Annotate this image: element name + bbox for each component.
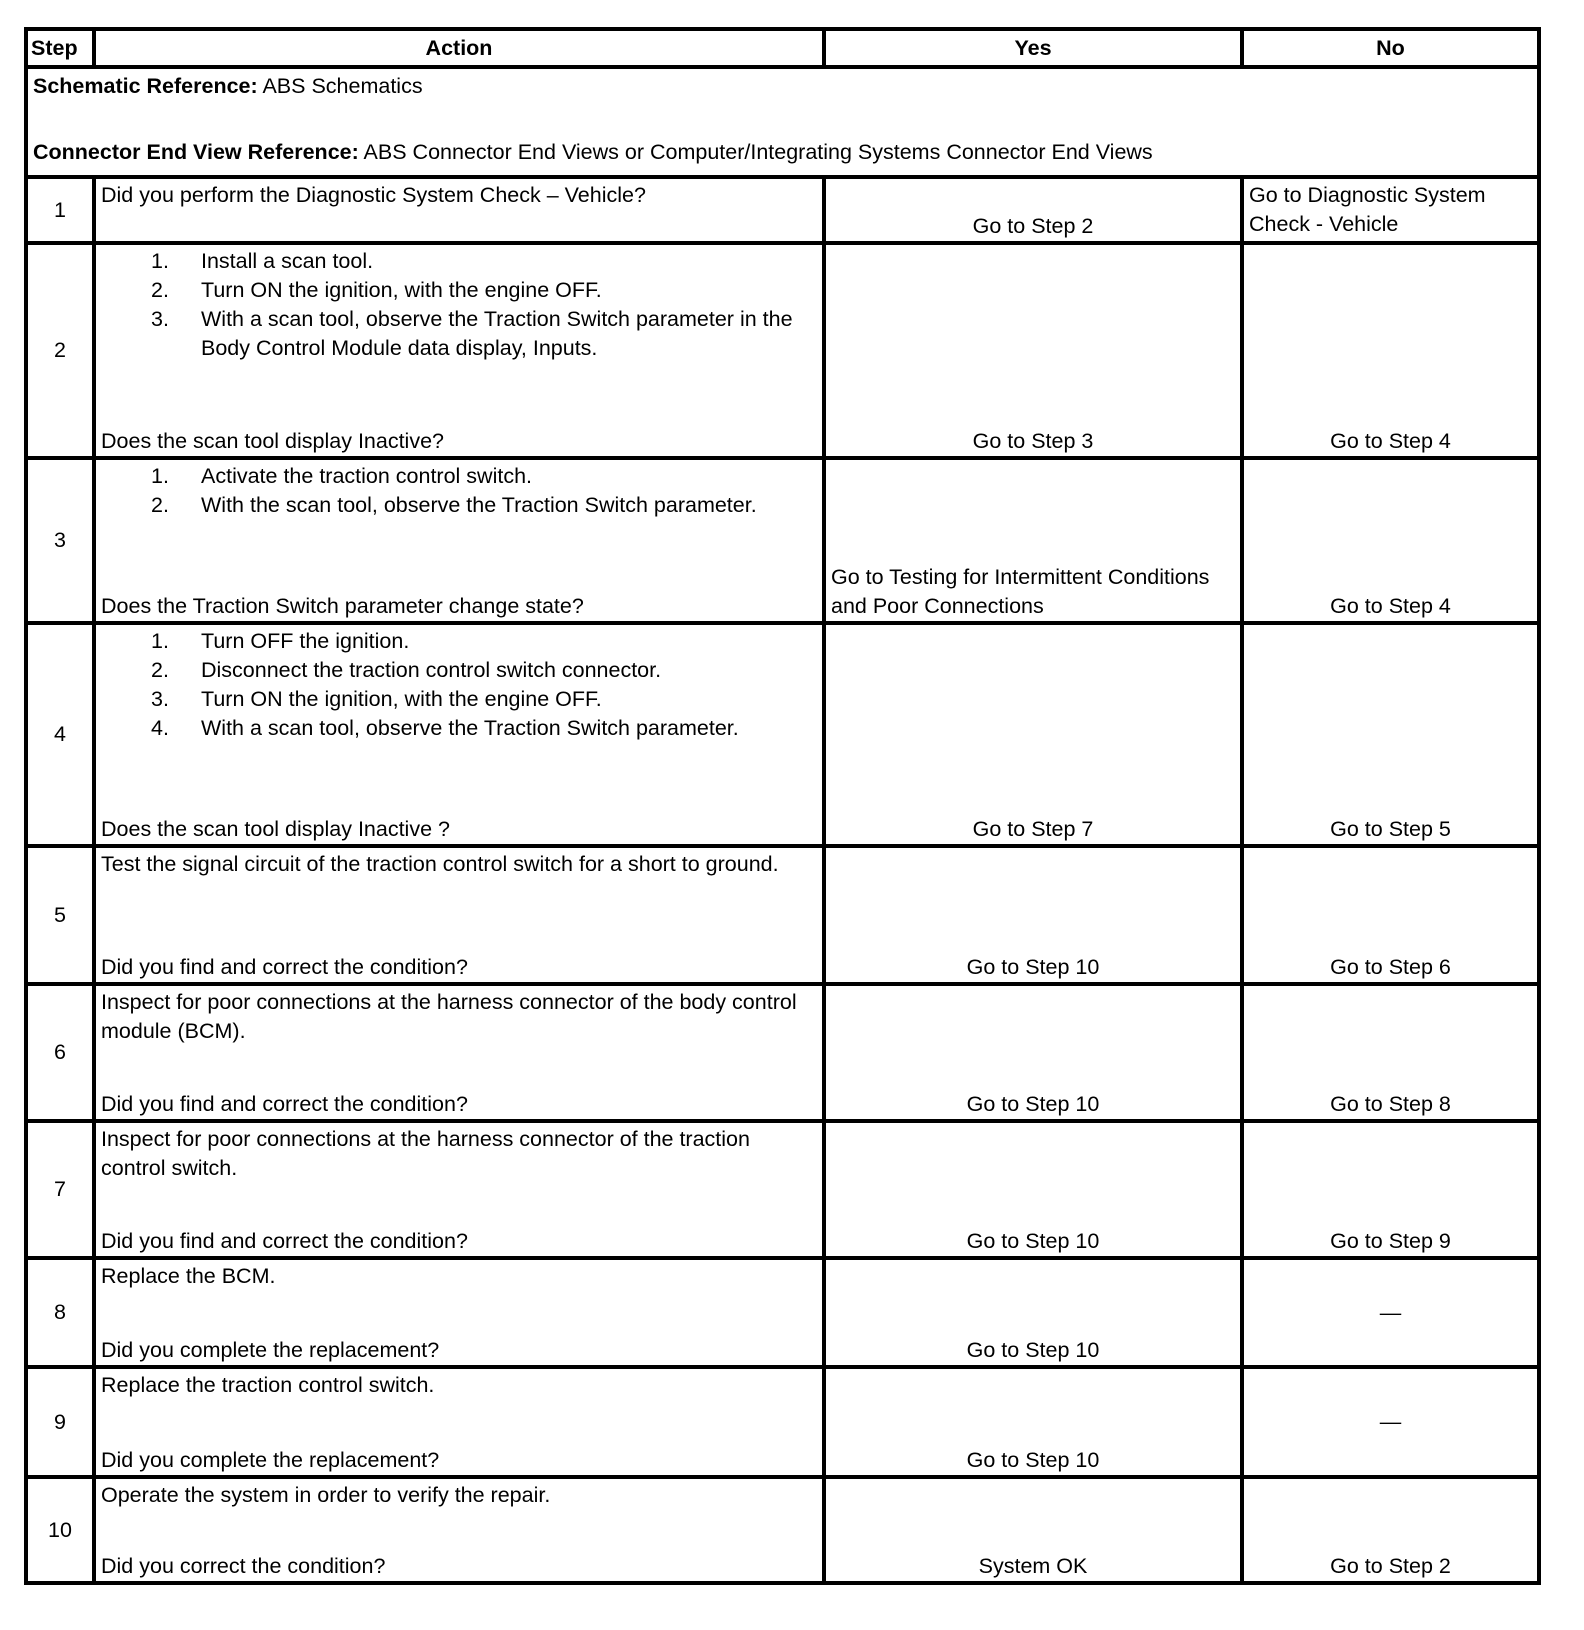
diagnostic-table (24, 27, 1541, 1585)
table-row (26, 846, 1539, 984)
yes-result[interactable]: Go to Step 2 (972, 214, 1094, 238)
action-step: 3. Turn ON the ignition, with the engine OFF. (151, 687, 602, 711)
yes-result[interactable]: Go to Step 10 (966, 1338, 1100, 1362)
action-step: 4. With a scan tool, observe the Traction Switch parameter. (151, 716, 739, 740)
action-steps (101, 462, 817, 520)
yes-result[interactable]: Go to Step 10 (966, 955, 1100, 979)
no-cell (1242, 623, 1539, 846)
step-number: 7 (26, 1121, 94, 1258)
action-cell (94, 458, 824, 623)
no-cell (1242, 1367, 1539, 1477)
schematic-reference: Schematic Reference: ABS Schematics (33, 74, 423, 98)
action-text: Replace the traction control switch. (101, 1373, 435, 1397)
no-cell (1242, 846, 1539, 984)
action-step: 3. With a scan tool, observe the Traction Switch parameter in the Body Control Module data display, Inputs. (151, 307, 793, 360)
yes-result[interactable]: Go to Step 10 (966, 1229, 1100, 1253)
action-cell (94, 1121, 824, 1258)
table-row (26, 1121, 1539, 1258)
no-cell (1242, 1258, 1539, 1367)
yes-cell (824, 1477, 1242, 1583)
yes-cell (824, 846, 1242, 984)
yes-result[interactable]: Go to Testing for Intermittent Conditions and Poor Connections (831, 565, 1210, 618)
table-row (26, 1258, 1539, 1367)
action-cell (94, 1367, 824, 1477)
table-row (26, 984, 1539, 1121)
step-number: 2 (26, 243, 94, 458)
no-result[interactable]: Go to Diagnostic System Check - Vehicle (1249, 183, 1486, 236)
header-step: Step (26, 29, 94, 67)
yes-cell (824, 1258, 1242, 1367)
action-text: Inspect for poor connections at the harness connector of the traction control switch. (101, 1127, 750, 1180)
step-number: 5 (26, 846, 94, 984)
step-number: 10 (26, 1477, 94, 1583)
action-step: 1. Turn OFF the ignition. (151, 629, 410, 653)
action-text: Operate the system in order to verify the repair. (101, 1483, 551, 1507)
no-result[interactable]: Go to Step 6 (1330, 955, 1451, 979)
action-question: Does the scan tool display Inactive ? (101, 817, 450, 841)
action-cell (94, 846, 824, 984)
no-result[interactable]: Go to Step 5 (1330, 817, 1451, 841)
step-number: 4 (26, 623, 94, 846)
step-number: 9 (26, 1367, 94, 1477)
action-question: Did you find and correct the condition? (101, 955, 468, 979)
yes-cell (824, 623, 1242, 846)
yes-cell (824, 177, 1242, 243)
yes-cell (824, 1121, 1242, 1258)
action-question: Did you find and correct the condition? (101, 1092, 468, 1116)
yes-result[interactable]: Go to Step 10 (966, 1092, 1100, 1116)
no-result[interactable]: Go to Step 4 (1330, 594, 1451, 618)
table-row (26, 1367, 1539, 1477)
action-step: 1. Activate the traction control switch. (151, 464, 533, 488)
no-result[interactable]: Go to Step 4 (1330, 429, 1451, 453)
action-question: Did you complete the replacement? (101, 1448, 440, 1472)
action-question: Does the Traction Switch parameter change state? (101, 594, 584, 618)
no-cell (1242, 984, 1539, 1121)
action-text: Inspect for poor connections at the harness connector of the body control module (BCM). (101, 990, 797, 1043)
reference-row (26, 67, 1539, 177)
step-number: 6 (26, 984, 94, 1121)
no-result[interactable]: Go to Step 9 (1330, 1229, 1451, 1253)
step-number: 3 (26, 458, 94, 623)
schematic-reference-link[interactable]: ABS Schematics (257, 74, 423, 98)
header-action: Action (94, 29, 824, 67)
step-number: 8 (26, 1258, 94, 1367)
action-step: 2. Turn ON the ignition, with the engine OFF. (151, 278, 602, 302)
no-result-none: — (1379, 1300, 1402, 1324)
action-cell (94, 243, 824, 458)
yes-cell (824, 458, 1242, 623)
table-row (26, 458, 1539, 623)
header-row (26, 29, 1539, 67)
action-cell (94, 623, 824, 846)
table-row (26, 243, 1539, 458)
yes-cell (824, 984, 1242, 1121)
header-yes: Yes (824, 29, 1242, 67)
action-step: 1. Install a scan tool. (151, 249, 374, 273)
action-text: Replace the BCM. (101, 1264, 276, 1288)
action-question: Did you correct the condition? (101, 1554, 386, 1578)
yes-cell (824, 243, 1242, 458)
yes-result[interactable]: System OK (978, 1554, 1088, 1578)
table-row (26, 177, 1539, 243)
action-cell (94, 984, 824, 1121)
no-result[interactable]: Go to Step 8 (1330, 1092, 1451, 1116)
action-question: Does the scan tool display Inactive? (101, 429, 445, 453)
action-cell (94, 177, 824, 243)
connector-reference: Connector End View Reference: ABS Connector End Views or Computer/Integrating Systems Connector End Views (33, 140, 1153, 164)
action-text: Test the signal circuit of the traction control switch for a short to ground. (101, 852, 779, 876)
action-step: 2. With the scan tool, observe the Traction Switch parameter. (151, 493, 757, 517)
connector-reference-link[interactable]: ABS Connector End Views or Computer/Integrating Systems Connector End Views (358, 140, 1153, 164)
action-text: Did you perform the Diagnostic System Check – Vehicle? (101, 183, 646, 207)
step-number: 1 (26, 177, 94, 243)
action-question: Did you find and correct the condition? (101, 1229, 468, 1253)
header-no: No (1242, 29, 1539, 67)
action-steps (101, 247, 817, 363)
yes-result[interactable]: Go to Step 7 (972, 817, 1094, 841)
no-result-none: — (1379, 1409, 1402, 1434)
yes-result[interactable]: Go to Step 3 (972, 429, 1094, 453)
action-cell (94, 1258, 824, 1367)
yes-cell (824, 1367, 1242, 1477)
yes-result[interactable]: Go to Step 10 (966, 1448, 1100, 1472)
no-cell (1242, 1121, 1539, 1258)
action-step: 2. Disconnect the traction control switch connector. (151, 658, 662, 682)
action-question: Did you complete the replacement? (101, 1338, 440, 1362)
action-steps (101, 627, 817, 743)
no-cell (1242, 458, 1539, 623)
no-cell (1242, 1477, 1539, 1583)
table-row (26, 1477, 1539, 1583)
no-cell (1242, 243, 1539, 458)
no-cell (1242, 177, 1539, 243)
no-result[interactable]: Go to Step 2 (1330, 1554, 1451, 1578)
action-cell (94, 1477, 824, 1583)
table-row (26, 623, 1539, 846)
